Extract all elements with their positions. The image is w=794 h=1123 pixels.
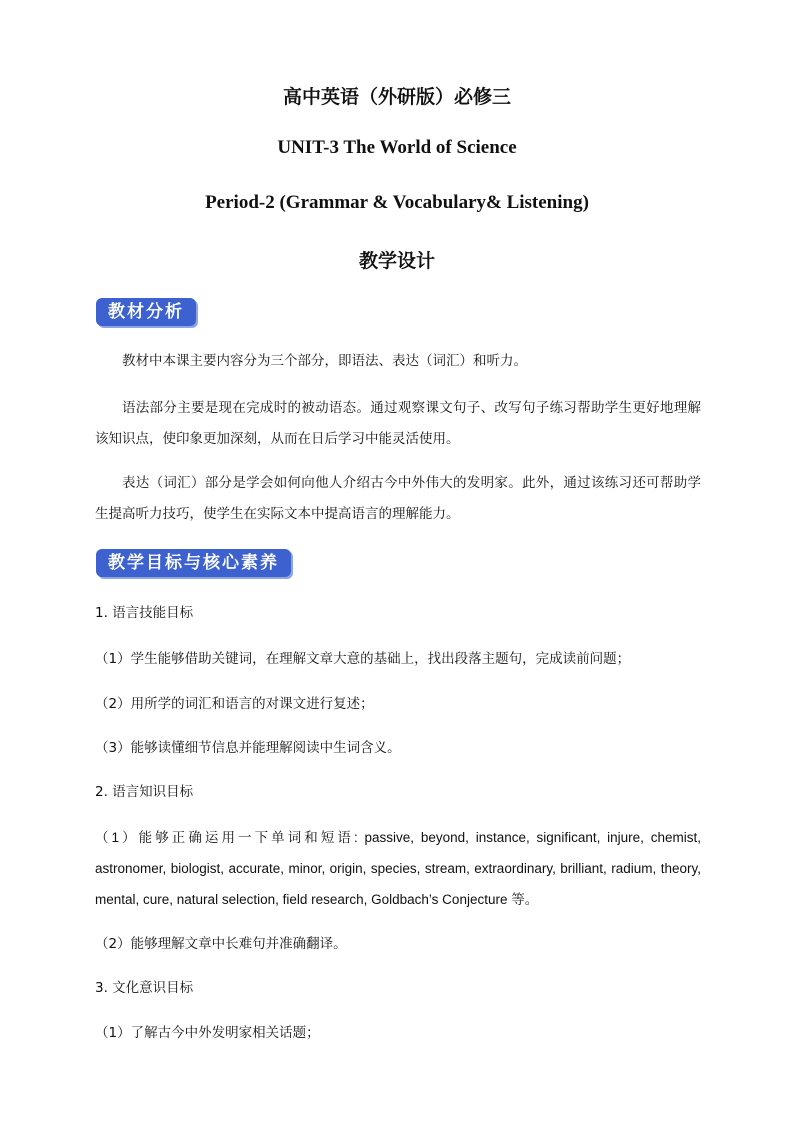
goal-item: （1）了解古今中外发明家相关话题；	[95, 1025, 320, 1041]
goal-heading-skills: 1. 语言技能目标	[95, 605, 194, 621]
section-banner-analysis: 教材分析	[96, 298, 196, 326]
section-banner-goals: 教学目标与核心素养	[96, 549, 291, 577]
analysis-paragraph-2: 语法部分主要是现在完成时的被动语态。通过观察课文句子、改写句子练习帮助学生更好地理解该知识点，使印象更加深刻，从而在日后学习中能灵活使用。	[95, 400, 701, 447]
document-title: 高中英语（外研版）必修三	[282, 86, 511, 108]
goal-item: （2）能够理解文章中长难句并准确翻译。	[95, 936, 347, 952]
period-title: Period-2 (Grammar & Vocabulary& Listening)	[205, 192, 589, 213]
goal-heading-knowledge: 2. 语言知识目标	[95, 784, 194, 800]
goal-item: （1）学生能够借助关键词，在理解文章大意的基础上，找出段落主题句，完成读前问题；	[95, 651, 631, 667]
unit-title: UNIT-3 The World of Science	[277, 137, 517, 158]
goal-item: （3）能够读懂细节信息并能理解阅读中生词含义。	[95, 740, 401, 756]
analysis-paragraph-1: 教材中本课主要内容分为三个部分，即语法、表达（词汇）和听力。	[122, 353, 527, 369]
goal-item: （2）用所学的词汇和语言的对课文进行复述；	[95, 696, 374, 712]
goal-item-vocabulary: （1）能够正确运用一下单词和短语: passive, beyond, instance, significant, injure, chemist, astronomer, biologist, accurate, minor, origin, species, stream, extraordinary, brilliant, radium, theory, mental, cure, natural selection, field research, Goldbach’s Conjecture 等。	[95, 830, 701, 907]
analysis-paragraph-3: 表达（词汇）部分是学会如何向他人介绍古今中外伟大的发明家。此外，通过该练习还可帮助学生提高听力技巧，使学生在实际文本中提高语言的理解能力。	[95, 475, 701, 522]
doc-type-title: 教学设计	[358, 250, 435, 272]
goal-heading-culture: 3. 文化意识目标	[95, 980, 194, 996]
